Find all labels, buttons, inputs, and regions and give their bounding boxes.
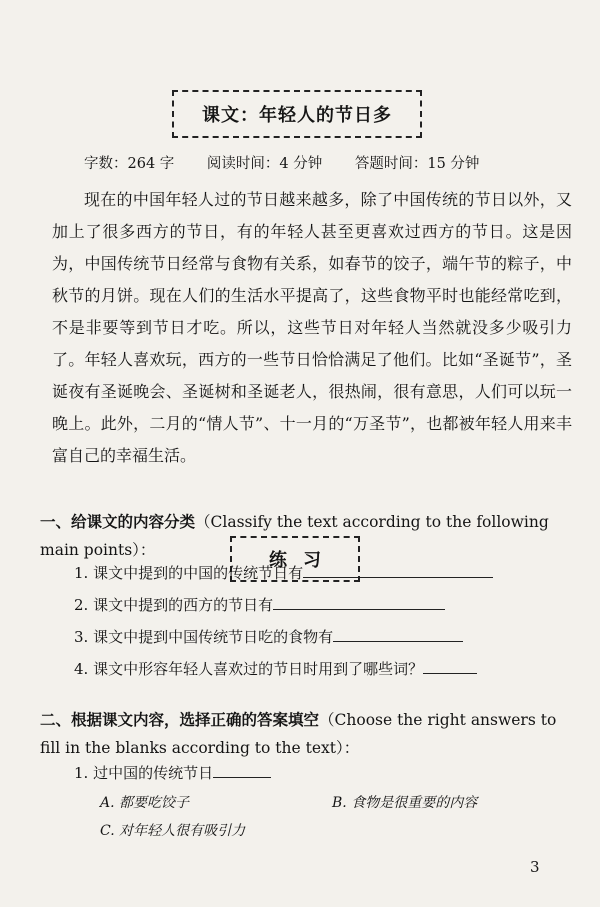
word-count: 字数：264 字 xyxy=(84,156,175,172)
page-number: 3 xyxy=(530,858,540,876)
answer-time: 答题时间：15 分钟 xyxy=(354,156,480,172)
section-2-title-en: （Choose the right answers to fill in the blanks according to the text）： xyxy=(40,711,557,757)
answer-blank[interactable] xyxy=(303,561,493,578)
answer-blank[interactable] xyxy=(333,625,463,642)
reading-time: 阅读时间：4 分钟 xyxy=(206,156,323,172)
answer-blank[interactable] xyxy=(273,593,445,610)
exercise-heading: 练习 xyxy=(269,550,337,571)
option-b[interactable]: B. 食物是很重要的内容 xyxy=(332,795,478,811)
section-1-item: 1. 课文中提到的中国的传统节日有 xyxy=(74,560,493,586)
lesson-title-box xyxy=(172,90,422,138)
section-1-item: 4. 课文中形容年轻人喜欢过的节日时用到了哪些词？ xyxy=(74,656,477,682)
section-1-heading xyxy=(40,508,575,564)
lesson-title: 课文：年轻人的节日多 xyxy=(202,105,392,126)
lesson-meta xyxy=(84,152,507,173)
lesson-paragraph: 现在的中国年轻人过的节日越来越多，除了中国传统的节日以外，又加上了很多西方的节日，有的年轻人甚至更喜欢过西方的节日。这是因为，中国传统节日经常与食物有关系，如春节的饺子，端午节的粽子，中秋节的月饼。现在人们的生活水平提高了，这些食物平时也能经常吃到，不是非要等到节日才吃。所以，这些节日对年轻人当然就没多少吸引力了。年轻人喜欢玩，西方的一些节日恰恰满足了他们。比如“圣诞节”，圣诞夜有圣诞晚会、圣诞树和圣诞老人，很热闹，很有意思，人们可以玩一晚上。此外，二月的“情人节”、十一月的“万圣节”，也都被年轻人用来丰富自己的幸福生活。 xyxy=(52,190,572,465)
section-1-item: 2. 课文中提到的西方的节日有 xyxy=(74,592,445,618)
section-1-title-en: （Classify the text according to the following main points）： xyxy=(40,513,549,559)
section-2-title: 二、根据课文内容，选择正确的答案填空 xyxy=(40,711,320,729)
answer-blank[interactable] xyxy=(423,657,477,674)
section-1-item: 3. 课文中提到中国传统节日吃的食物有 xyxy=(74,624,463,650)
option-a[interactable]: A. 都要吃饺子 xyxy=(100,795,190,811)
answer-blank[interactable] xyxy=(213,761,271,778)
section-2-heading xyxy=(40,706,575,762)
section-2-question: 1. 过中国的传统节日 xyxy=(74,760,271,786)
option-c[interactable]: C. 对年轻人很有吸引力 xyxy=(100,823,246,839)
section-1-title: 一、给课文的内容分类 xyxy=(40,513,196,531)
